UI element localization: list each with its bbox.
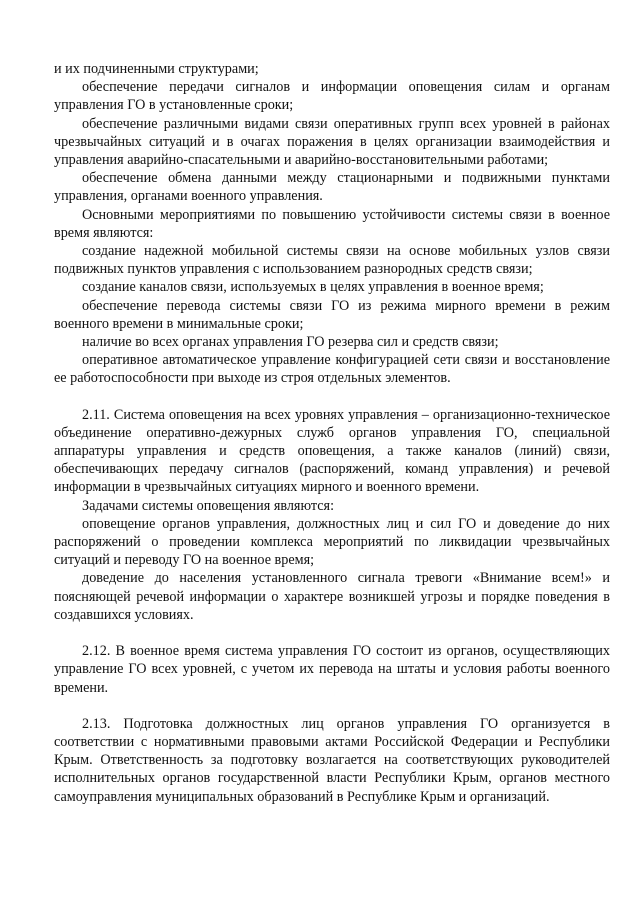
paragraph-warning-bodies: оповещение органов управления, должностных лиц и сил ГО и доведение до них распоряжений о проведении комплекса мероприятий по ликвидации чрезвычайных ситуаций и переводу ГО на военное время;: [54, 515, 610, 569]
paragraph-warning-tasks: Задачами системы оповещения являются:: [82, 497, 335, 514]
paragraph-operational-groups: обеспечение различными видами связи оперативных групп всех уровней в районах чрезвычайных ситуаций и в очагах поражения в целях организации взаимодействия и управления аварийно-спасательными и аварийно-восстановительными работами;: [54, 115, 610, 169]
paragraph-network-control: оперативное автоматическое управление конфигурацией сети связи и восстановление ее работоспособности при выходе из строя отдельных элементов.: [54, 352, 610, 387]
paragraph-mode-transfer: обеспечение перевода системы связи ГО из режима мирного времени в режим военного времени в минимальные сроки;: [54, 297, 610, 332]
paragraph-population-alert: доведение до населения установленного сигнала тревоги «Внимание всем!» и поясняющей речевой информации о характере возникшей угрозы и порядке поведения в создавшихся условиях.: [54, 570, 610, 623]
paragraph-mobile-system: создание надежной мобильной системы связи на основе мобильных узлов связи подвижных пунктов управления с использованием разнородных средств связи;: [54, 243, 610, 278]
document-page: [54, 60, 610, 806]
section-2-13: 2.13. Подготовка должностных лиц органов управления ГО организуется в соответствии с нормативными правовыми актами Российской Федерации и Республики Крым. Ответственность за подготовку возлагается на соответствующих руководителей исполнительных органов государственной власти Республики Крым, органов местного самоуправления муниципальных образований в Республике Крым и организаций.: [54, 715, 610, 805]
section-2-12: 2.12. В военное время система управления ГО состоит из органов, осуществляющих управление ГО всех уровней, с учетом их перевода на штаты и условия работы военного времени.: [54, 643, 610, 696]
paragraph-channels: создание каналов связи, используемых в целях управления в военное время;: [82, 279, 544, 296]
paragraph-data-exchange: обеспечение обмена данными между стационарными и подвижными пунктами управления, органами военного управления.: [54, 170, 610, 205]
paragraph-signal-transmission: обеспечение передачи сигналов и информации оповещения силам и органам управления ГО в установленные сроки;: [54, 79, 610, 114]
paragraph-continuation: и их подчиненными структурами;: [54, 61, 259, 77]
paragraph-stability-measures: Основными мероприятиями по повышению устойчивости системы связи в военное время являются:: [54, 206, 610, 241]
paragraph-reserve: наличие во всех органах управления ГО резерва сил и средств связи;: [82, 334, 499, 351]
section-2-11: 2.11. Система оповещения на всех уровнях управления – организационно-техническое объединение оперативно-дежурных служб органов управления ГО, специальной аппаратуры управления и средств оповещения, а также каналов (линий) связи, обеспечивающих передачу сигналов (распоряжений, команд управления) и речевой информации в чрезвычайных ситуациях мирного и военного времени.: [54, 406, 610, 496]
